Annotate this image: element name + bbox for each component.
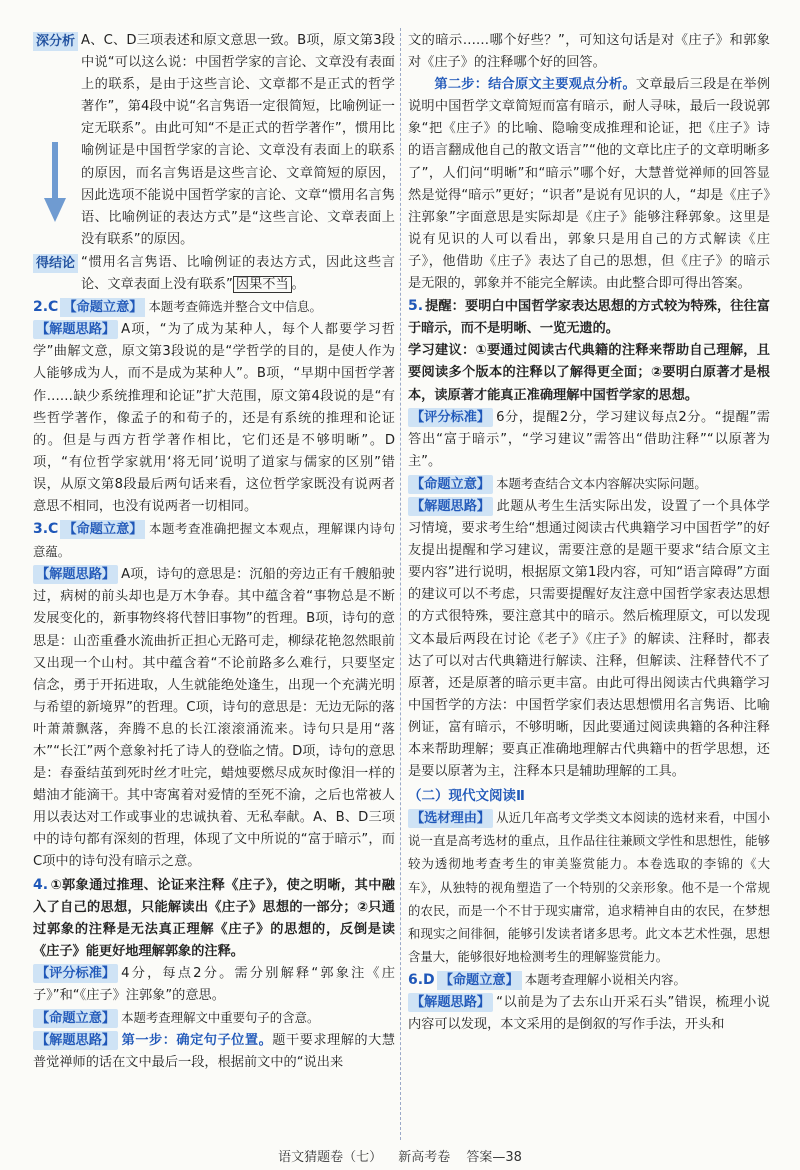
- conclusion-quote: “惯用名言隽语、比喻例证的表达方式，因此这些言论、文章表面上没有联系”: [81, 254, 395, 293]
- q6-number: 6.D: [408, 971, 435, 988]
- q5-score-tag: 【评分标准】: [408, 408, 493, 427]
- q2-number: 2.C: [33, 299, 59, 316]
- q5-score: [408, 407, 770, 473]
- analysis-block: [33, 30, 395, 251]
- q4-step2: [408, 74, 770, 295]
- q6-idea-text: “以前是为了去东山开采石头”错误，梳理小说内容可以发现，本文采用的是倒叙的写作手法，开头和: [408, 995, 770, 1033]
- conclusion-block: [33, 252, 395, 296]
- q3-number: 3.C: [33, 521, 59, 538]
- conclusion-verdict: 因果不当: [233, 276, 292, 293]
- analysis-label: 深分析: [33, 32, 78, 51]
- q3-intent-tag: 【命题立意】: [60, 520, 145, 539]
- q5-score-text: 6分，提醒2分，学习建议每点2分。“提醒”需答出“富于暗示”，“学习建议”需答出“借助注释”“以原著为主”。: [408, 409, 770, 469]
- q2-idea-tag: 【解题思路】: [33, 320, 118, 339]
- conclusion-label: 得结论: [33, 254, 78, 273]
- footer-page: 答案—38: [466, 1150, 522, 1165]
- left-column: [33, 30, 395, 1074]
- down-arrow-icon: [43, 142, 67, 222]
- q3-intent: 本题考查准确把握文本观点，理解课内诗句意蕴。: [33, 521, 395, 560]
- q4-step1-text: 题干要求理解的大慧普觉禅师的话在文中最后一段，根据前文中的“说出来: [33, 1033, 396, 1071]
- conclusion-period: 。: [291, 277, 305, 293]
- q2-idea-text: A项，“为了成为某种人，每个人都要学习哲学”曲解文意，原文第3段说的是“学哲学的目的，是使人作为人能够成为人，而不是成为某种人”。B项，“早期中国哲学著作……缺少系统推理和论证”扩大范围，原文第4段说的是“有些哲学著作，像孟子的和荀子的，还是有系统的推理和论证的。但是与西方哲学著作相比，它们还是不够明晰”。D项，“有位哲学家就用‘将无同’说明了道家与儒家的区别”错误，从原文第8段最后两句话来看，这位哲学家既没有说两者意思不相同，也没有说两者一切相同。: [33, 322, 395, 514]
- right-column: [408, 30, 770, 1036]
- q5-intent: [408, 473, 770, 496]
- section-reason: [408, 807, 770, 969]
- q5-answer-suggestions: 学习建议：①要通过阅读古代典籍的注释来帮助自己理解，且要阅读多个版本的注释以了解得更全面；②要明白原著才是根本，读原著才能真正准确理解中国哲学家的思想。: [408, 343, 770, 403]
- q4-answer: [33, 874, 395, 963]
- analysis-text: A、C、D三项表述和原文意思一致。B项，原文第3段中说“可以这么说：中国哲学家的言论、文章没有表面上的联系，是由于这些言论、文章都不是正式的哲学著作”，第4段中说“名言隽语一定很简短，比喻例证一定无联系”。由此可知“不是正式的哲学著作”，惯用比喻例证是中国哲学家的言论、文章没有表面上的联系的原因，而名言隽语是这些言论、文章简短的原因，因此选项不能说中国哲学家的言论、文章“惯用名言隽语、比喻例证的表达方式”是“这些言论、文章表面上没有联系”的原因。: [81, 33, 395, 247]
- q4-intent-tag: 【命题立意】: [33, 1009, 118, 1028]
- q5-idea-text: 此题从考生生活实际出发，设置了一个具体学习情境，要求考生给“想通过阅读古代典籍学习中国哲学”的好友提出提醒和学习建议，需要注意的是题干要求“结合原文主要内容”进行说明，根据原文第1段内容，可知“语言障碍”方面的建议可以不考虑，只需要提醒好友注意中国哲学家表达思想的方式很特殊，要注意其中的暗示。然后梳理原文，可以发现文本最后两段在讨论《老子》《庄子》的解读、注释时，都表达了可以对古代典籍进行解读、注释，但解读、注释替代不了原著，还是原著的暗示更丰富。由此可得出阅读古代典籍学习中国哲学的方法：中国哲学家们表达思想惯用名言隽语、比喻例证，富有暗示，不够明晰，因此要通过阅读典籍的各种注释本来帮助理解；要真正准确地理解古代典籍中的哲学思想，还是要以原著为主，注释本只是辅助理解的工具。: [408, 498, 770, 780]
- q4-score-text: 4分，每点2分。需分别解释“郭象注《庄子》”和“《庄子》注郭象”的意思。: [33, 965, 395, 1004]
- section-title: （二）现代文阅读Ⅱ: [408, 788, 525, 805]
- column-divider: [400, 28, 401, 1140]
- q4-idea-tag: 【解题思路】: [33, 1031, 118, 1050]
- q4-answer-text: ①郭象通过推理、论证来注释《庄子》，使之明晰，其中融入了自己的思想，只能解读出《庄子》思想的一部分；②只通过郭象的注释是无法真正理解《庄子》的思想的，反倒是读《庄子》能更好地理解郭象的注释。: [33, 877, 395, 959]
- footer-series: 新高考卷: [398, 1150, 451, 1165]
- section-reason-text: 从近几年高考文学类文本阅读的选材来看，中国小说一直是高考选材的重点，且作品往往兼顾文学性和思想性，能够较为透彻地考查考生的审美鉴赏能力。本卷选取的李锦的《大车》，从独特的视角塑造了一个特别的父亲形象。他不是一个常规的农民，而是一个不甘于现实庸常，追求精神自由的农民，在梦想和现实之间徘徊，能够引发读者诸多思考。此文本艺术性强，思想含量大，能够很好地检测考生的理解鉴赏能力。: [408, 810, 770, 964]
- q6-intent-tag: 【命题立意】: [437, 971, 522, 990]
- q6-intent: 本题考查理解小说相关内容。: [524, 971, 686, 987]
- q5-intent-text: 本题考查结合文本内容解决实际问题。: [496, 475, 707, 491]
- q5-idea: [408, 496, 770, 783]
- q4-number: 4.: [33, 876, 49, 893]
- q6-idea: [408, 992, 770, 1036]
- q6-intent-line: [408, 969, 770, 992]
- q4-step1: 第一步：确定句子位置。: [121, 1033, 273, 1049]
- q2-idea: [33, 319, 395, 518]
- q2-intent-line: [33, 296, 395, 319]
- q5-intent-tag: 【命题立意】: [408, 475, 493, 494]
- conclusion-text: [81, 252, 395, 296]
- q5-answer-text: 提醒：要明白中国哲学家表达思想的方式较为特殊，往往富于暗示，而不是明晰、一览无遗的。: [408, 299, 770, 337]
- q2-intent: 本题考查筛选并整合文中信息。: [148, 299, 322, 315]
- q5-number: 5.: [408, 298, 424, 315]
- q4-intent-text: 本题考查理解文中重要句子的含意。: [121, 1010, 320, 1026]
- q3-idea: [33, 564, 395, 873]
- page-footer: [0, 1146, 800, 1165]
- q6-idea-tag: 【解题思路】: [408, 993, 493, 1012]
- q4-continued: 文的暗示……哪个好些？”，可知这句话是对《庄子》和郭象对《庄子》的注释哪个好的回答。: [408, 33, 770, 71]
- q4-intent: [33, 1007, 395, 1030]
- q5-idea-tag: 【解题思路】: [408, 497, 493, 516]
- q4-step2-title: 第二步：结合原文主要观点分析。: [434, 77, 636, 93]
- q2-intent-tag: 【命题立意】: [60, 298, 145, 317]
- footer-title: 语文猜题卷（七）: [278, 1150, 383, 1165]
- q4-score: [33, 963, 395, 1007]
- q3-idea-text: A项，诗句的意思是：沉船的旁边正有千艘船驶过，病树的前头却也是万木争春。其中蕴含着“事物总是不断发展变化的，新事物终将代替旧事物”的哲理。B项，诗句的意思是：山峦重叠水流曲折正担心无路可走，柳绿花艳忽然眼前又出现一个山村。其中蕴含着“不论前路多么难行，只要坚定信念，勇于开拓进取，人生就能绝处逢生，出现一个充满光明与希望的新境界”的哲理。C项，诗句的意思是：无边无际的落叶萧萧飘落，奔腾不息的长江滚滚涌流来。诗句只是用“落木”“长江”两个意象衬托了诗人的登临之情。D项，诗句的意思是：春蚕结茧到死时丝才吐完，蜡烛要燃尽成灰时像泪一样的蜡油才能滴干。其中寄寓着对爱情的至死不渝，之后也常被人用以表达对工作或事业的忠诚执着、无私奉献。A、B、D三项中的诗句都有深刻的哲理，体现了文中所说的“富于暗示”，而C项中的诗句没有暗示之意。: [33, 567, 395, 870]
- section-reason-tag: 【选材理由】: [408, 809, 493, 828]
- q3-intent-line: [33, 518, 395, 564]
- q4-idea: [33, 1030, 395, 1074]
- q4-score-tag: 【评分标准】: [33, 964, 118, 983]
- q5-answer: [408, 295, 770, 340]
- q3-idea-tag: 【解题思路】: [33, 565, 118, 584]
- q4-step2-text: 文章最后三段是在举例说明中国哲学文章简短而富有暗示，耐人寻味，最后一段说郭象“把《庄子》的比喻、隐喻变成推理和论证，把《庄子》诗的语言翻成他自己的散文语言”“他的文章比庄子的文章明晰多了”，人们问“明晰”和“暗示”哪个好，大慧普觉禅师的回答显然是觉得“暗示”更好；“识者”是说有见识的人，“却是《庄子》注郭象”字面意思是实际却是《庄子》能够注释郭象。这里是说有见识的人可以看出，郭象只是用自己的方式解读《庄子》，他借助《庄子》表达了自己的思想，但《庄子》的暗示是无限的，郭象并不能完全解读。由此整合即可得出答案。: [408, 77, 771, 292]
